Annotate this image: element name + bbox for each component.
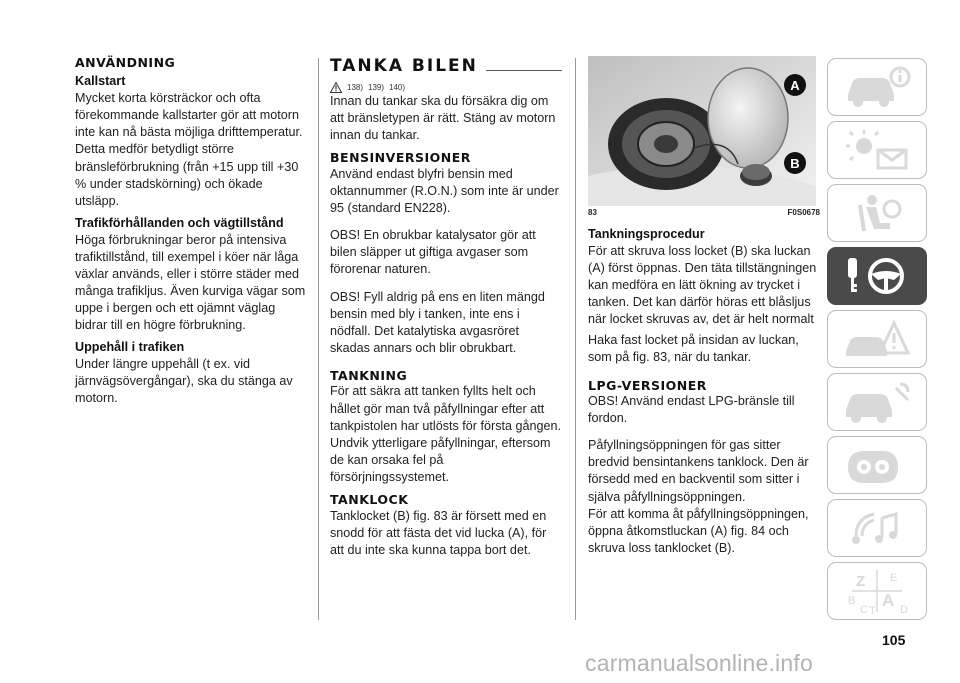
chapter-title: TANKA BILEN xyxy=(330,56,478,76)
heading-fuel-cap: TANKLOCK xyxy=(330,492,409,508)
paragraph-lpg-2: Påfyllningsöppningen för gas sitter bredvid bensintankens tanklock. Den är försedd med en backventil som sitter i själva påfyllningsöppningen. xyxy=(588,438,809,504)
column-divider-2 xyxy=(575,58,576,620)
warning-triangle-car-icon xyxy=(842,317,912,361)
paragraph-petrol-3: OBS! Fyll aldrig på ens en liten mängd bensin med bly i tanken, inte ens i nödfall. Det katalytiska avgasröret skadas annars och blir obrukbart. xyxy=(330,289,545,355)
ref-138: 138) xyxy=(347,83,364,92)
tab-lights-messages[interactable] xyxy=(827,121,927,179)
paragraph-lpg-1: OBS! Använd endast LPG-bränsle till fordon. xyxy=(588,393,795,426)
paragraph-petrol-2: OBS! En obrukbar katalysator gör att bilen släpper ut giftiga avgaser som förorenar naturen. xyxy=(330,228,536,277)
fuel-cap-figure xyxy=(588,56,816,206)
paragraph-refuelling: För att säkra att tanken fyllts helt och hållet gör man två påfyllningar efter att tankpistolen har utlösts för första gången. Undvik ytterligare påfyllningar, eftersom de kan orsaka fel på försörjningssystemet. xyxy=(330,384,562,484)
heading-refuelling: TANKNING xyxy=(330,368,408,383)
subheading-procedure: Tankningsprocedur xyxy=(588,227,705,241)
key-steering-wheel-icon xyxy=(842,254,912,298)
index-letter-a: A xyxy=(882,591,895,610)
paragraph-fuel-cap: Tanklocket (B) fig. 83 är försett med en snodd för att fästa det vid lucka (A), för att du inte ska kunna tappa bort det. xyxy=(330,508,547,557)
tab-index[interactable] xyxy=(827,562,927,620)
paragraph-cold-start: Mycket korta körsträckor och ofta förekommande kallstarter gör att motorn inte kan nå bästa möjliga drifttemperatur. Detta medför betydligt större bränsleförbrukning (från +15 upp till +30 % under stadskörning) och ökade utsläpp. xyxy=(75,91,303,208)
tab-technical-data[interactable] xyxy=(827,436,927,494)
paragraph-petrol-1: Använd endast blyfri bensin med oktannummer (R.O.N.) som inte är under 95 (standard EN228). xyxy=(330,166,559,215)
middle-column xyxy=(330,56,562,559)
tab-emergency[interactable] xyxy=(827,310,927,368)
index-letter-d: D xyxy=(900,604,908,616)
tab-maintenance[interactable] xyxy=(827,373,927,431)
ref-140: 140) xyxy=(389,83,406,92)
warning-triangle-icon xyxy=(330,82,342,93)
heading-petrol-versions: BENSINVERSIONER xyxy=(330,150,471,166)
right-column xyxy=(588,56,820,557)
airbag-seat-icon xyxy=(842,191,912,235)
section-heading-usage: ANVÄNDNING xyxy=(75,55,176,70)
tab-safety[interactable] xyxy=(827,184,927,242)
paragraph-traffic: Höga förbrukningar beror på intensiva trafiktillstånd, till exempel i köer när låga växlar används, eller i större städer med många trafikljus. Även kurviga vägar som uppe i bergen och ett ojämnt väglag bidrar till en högre förbrukning. xyxy=(75,232,306,333)
subheading-traffic: Trafikförhållanden och vägtillstånd xyxy=(75,215,284,230)
chapter-title-row xyxy=(330,56,562,76)
chapter-tabs xyxy=(827,58,927,625)
index-letter-t: T xyxy=(869,605,876,616)
heading-lpg-versions: LPG-VERSIONER xyxy=(588,377,707,393)
technical-data-icon xyxy=(842,443,912,487)
fuel-filler-illustration xyxy=(588,56,816,206)
index-letter-e: E xyxy=(890,572,898,584)
site-watermark: carmanualsonline.info xyxy=(585,650,813,676)
tab-starting-driving[interactable] xyxy=(827,247,927,305)
index-letter-b: B xyxy=(848,595,856,607)
paragraph-procedure-1: För att skruva loss locket (B) ska luckan (A) först öppnas. Den täta tillstängningen kan medföra en lätt ökning av trycket i tanken. Det kan därför höras ett blåsljus när locket skruvas av, det är helt normalt xyxy=(588,243,817,327)
index-letter-z: Z xyxy=(856,573,866,590)
paragraph-procedure-2: Haka fast locket på insidan av luckan, som på fig. 83, när du tankar. xyxy=(588,333,799,365)
figure-caption xyxy=(588,208,820,217)
subheading-cold-start: Kallstart xyxy=(75,74,126,89)
page-number: 105 xyxy=(882,632,906,648)
car-info-icon xyxy=(842,65,912,109)
lights-message-icon xyxy=(842,128,912,172)
figure-label-a: A xyxy=(784,74,806,96)
column-divider-1 xyxy=(318,58,319,620)
subheading-stops: Uppehåll i trafiken xyxy=(75,340,185,355)
ref-139: 139) xyxy=(368,83,385,92)
title-rule xyxy=(486,70,562,71)
figure-code: F0S0678 xyxy=(787,208,820,217)
index-letters-icon xyxy=(842,566,912,616)
figure-number: 83 xyxy=(588,208,597,217)
tab-multimedia[interactable] xyxy=(827,499,927,557)
paragraph-lpg-3: För att komma åt påfyllningsöppningen, öppna åtkomstluckan (A) fig. 84 och skruva loss tanklocket (B). xyxy=(588,506,809,555)
car-service-icon xyxy=(842,380,912,424)
tab-car-info[interactable] xyxy=(827,58,927,116)
paragraph-intro: Innan du tankar ska du försäkra dig om att bränsletypen är rätt. Stäng av motorn innan du tankar. xyxy=(330,94,556,143)
paragraph-stops: Under längre uppehåll (t ex. vid järnvägsövergångar), ska du stänga av motorn. xyxy=(75,357,293,406)
index-letter-c: C xyxy=(860,604,868,616)
figure-label-b: B xyxy=(784,152,806,174)
multimedia-icon xyxy=(842,506,912,550)
warning-references xyxy=(330,82,562,93)
left-column xyxy=(75,56,307,408)
